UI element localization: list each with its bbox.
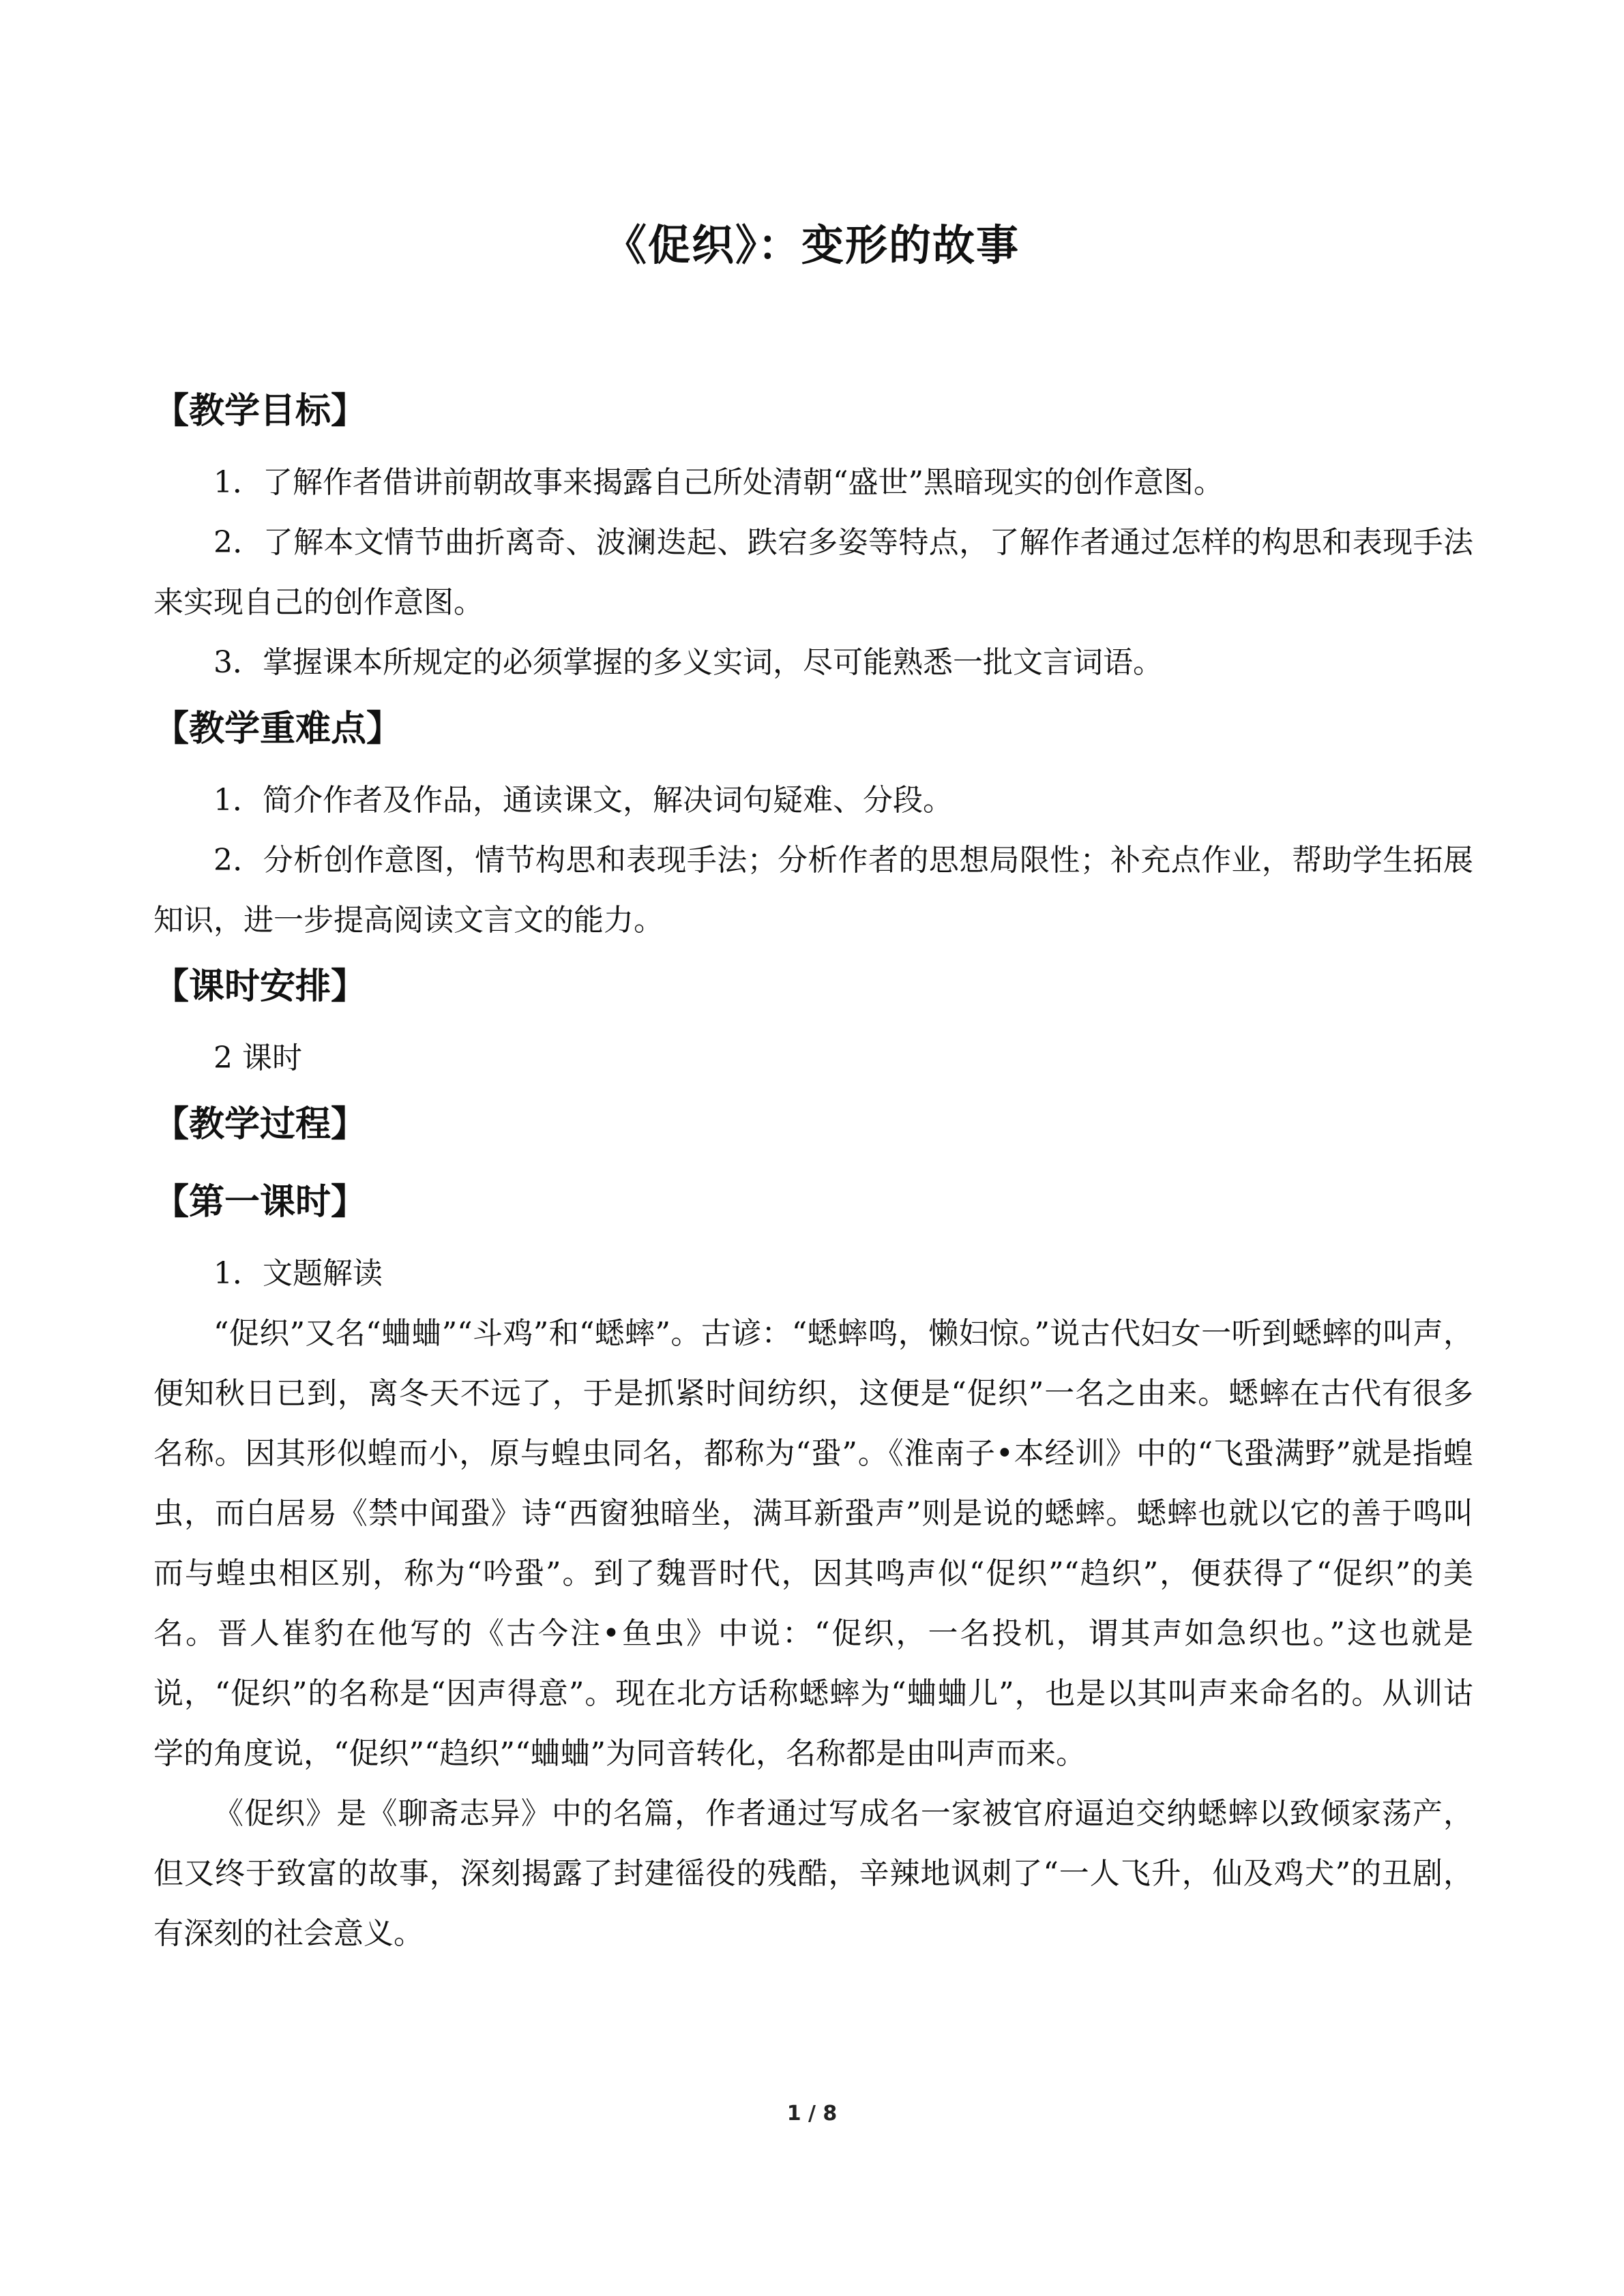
- document-body: [153, 382, 1473, 1964]
- section-heading-lesson1: 【第一课时】: [153, 1181, 367, 1223]
- section-heading-goals: 【教学目标】: [153, 390, 367, 432]
- keypoint-item-1: 1．简介作者及作品，通读课文，解决词句疑难、分段。: [213, 783, 953, 818]
- section-heading-process: 【教学过程】: [153, 1103, 367, 1145]
- lesson1-paragraph-1: “促织”又名“蛐蛐”“斗鸡”和“蟋蟀”。古谚：“蟋蟀鸣，懒妇惊。”说古代妇女一听到蟋蟀的叫声，便知秋日已到，离冬天不远了，于是抓紧时间纺织，这便是“促织”一名之由来。蟋蟀在古代有很多名称。因其形似蝗而小，原与蝗虫同名，都称为“蛩”。《淮南子•本经训》中的“飞蛩满野”就是指蝗虫，而白居易《禁中闻蛩》诗“西窗独暗坐，满耳新蛩声”则是说的蟋蟀。蟋蟀也就以它的善于鸣叫而与蝗虫相区别，称为“吟蛩”。到了魏晋时代，因其鸣声似“促织”“趋织”，便获得了“促织”的美名。晋人崔豹在他写的《古今注•鱼虫》中说：“促织，一名投机，谓其声如急织也。”这也就是说，“促织”的名称是“因声得意”。现在北方话称蟋蟀为“蛐蛐儿”，也是以其叫声来命名的。从训诂学的角度说，“促织”“趋织”“蛐蛐”为同音转化，名称都是由叫声而来。: [153, 1316, 1473, 1771]
- section-heading-keypoints: 【教学重难点】: [153, 708, 402, 749]
- section-heading-schedule: 【课时安排】: [153, 966, 367, 1007]
- lesson1-paragraph-2: 《促织》是《聊斋志异》中的名篇，作者通过写成名一家被官府逼迫交纳蟋蟀以致倾家荡产，但又终于致富的故事，深刻揭露了封建徭役的残酷，辛辣地讽刺了“一人飞升，仙及鸡犬”的丑剧，有深刻的社会意义。: [153, 1796, 1473, 1951]
- keypoint-item-2: 2．分析创作意图，情节构思和表现手法；分析作者的思想局限性；补充点作业，帮助学生拓展知识，进一步提高阅读文言文的能力。: [153, 843, 1473, 938]
- lesson1-subheading: 1．文题解读: [213, 1256, 383, 1291]
- goal-item-1: 1．了解作者借讲前朝故事来揭露自己所处清朝“盛世”黑暗现实的创作意图。: [213, 465, 1224, 500]
- page-number: 1 / 8: [786, 2102, 838, 2126]
- schedule-text: 2 课时: [213, 1041, 302, 1075]
- page-title: 《促织》：变形的故事: [604, 220, 1020, 270]
- goal-item-2: 2．了解本文情节曲折离奇、波澜迭起、跌宕多姿等特点，了解作者通过怎样的构思和表现手法来实现自己的创作意图。: [153, 525, 1473, 620]
- goal-item-3: 3．掌握课本所规定的必须掌握的多义实词，尽可能熟悉一批文言词语。: [213, 645, 1163, 680]
